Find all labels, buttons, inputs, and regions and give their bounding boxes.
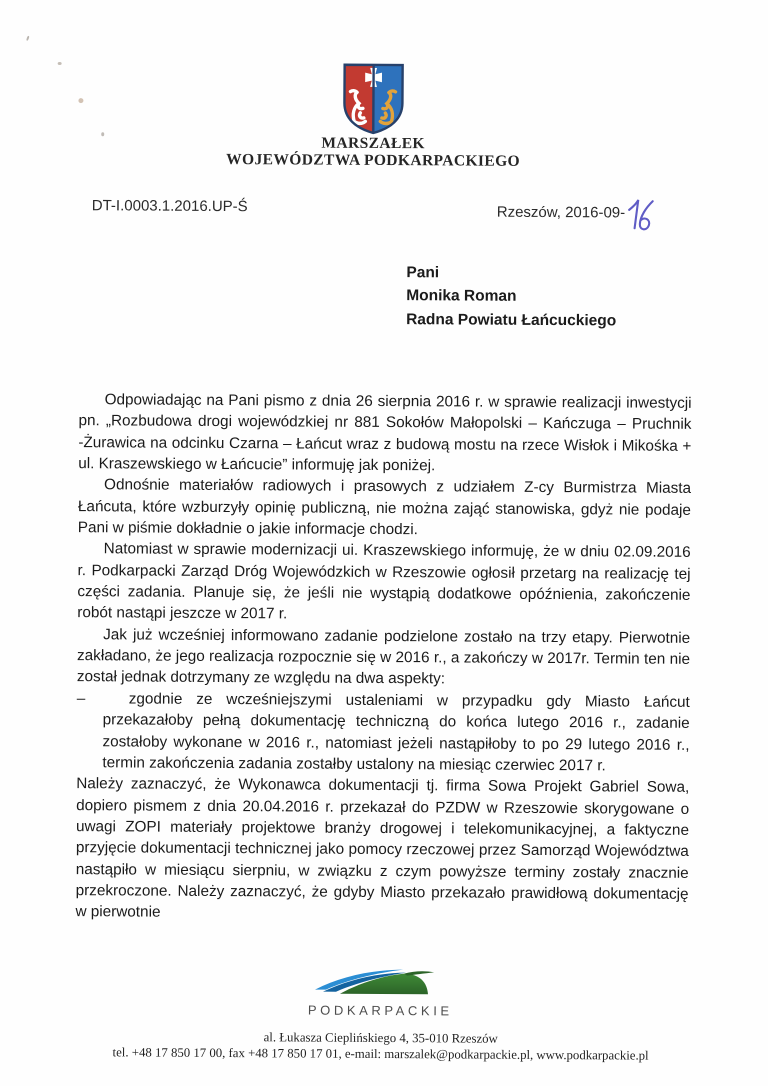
place-date-prefix: Rzeszów, 2016-09- — [496, 203, 626, 222]
recipient-block — [406, 261, 617, 333]
recipient-name: Monika Roman — [406, 287, 517, 306]
recipient-salutation: Pani — [406, 264, 440, 282]
letter-body — [75, 389, 691, 926]
podkarpackie-coat-of-arms-icon — [340, 63, 406, 135]
letterhead-title — [2, 134, 744, 172]
podkarpackie-logo — [305, 968, 453, 1019]
handwritten-day-icon — [625, 197, 657, 239]
reference-number: DT-I.0003.1.2016.UP-Ś — [91, 197, 248, 216]
footer-contact-line: tel. +48 17 850 17 00, fax +48 17 850 17 01, e-mail: marszalek@podkarpackie.pl, www.podkarpackie.pl — [112, 1044, 649, 1063]
scan-speck — [26, 36, 30, 41]
scan-speck — [78, 98, 83, 103]
podkarpackie-logo-text: PODKARPACKIE — [307, 1002, 453, 1019]
recipient-role: Radna Powiatu Łańcuckiego — [406, 310, 617, 330]
place-and-date — [497, 204, 657, 238]
paragraph-three-stages: Jak już wcześniej informowano zadanie podzielone zostało na trzy etapy. Pierwotnie zakładano, że jego realizacja rozpocznie się w 2016 r., a zakończy w 2017r. Termin ten nie został jednak dotrzymany ze względu na dwa aspekty: — [76, 626, 691, 688]
scan-speck — [58, 62, 62, 65]
letterhead-title-line2: WOJEWÓDZTWA PODKARPACKIEGO — [226, 150, 521, 170]
paragraph-kraszewskiego: Natomiast w sprawie modernizacji ui. Kraszewskiego informuję, że w dniu 02.09.2016 r. Podkarpacki Zarząd Dróg Wojewódzkich w Rzeszowie ogłosił przetarg na realizację tej części zadania. Planuje się, że jeśli nie wystąpią dodatkowe opóźnienia, zakończenie robót nastąpi jeszcze w 2017 r. — [77, 540, 691, 623]
list-continuation-text: Należy zaznaczyć, że Wykonawca dokumentacji tj. firma Sowa Projekt Gabriel Sowa, dopiero pismem z dnia 20.04.2016 r. przekazał do PZDW w Rzeszowie skorygowane o uwagi ZOPI materiały projektowe branży drogowej i telekomunikacyjnej, a faktyczne przyjęcie dokumentacji technicznej jako pomocy rzeczowej przez Samorząd Województwa nastąpiło w miesiącu sierpniu, w związku z czym powyższe terminy zostały znacznie przekroczone. Należy zaznaczyć, że gdyby Miasto przekazało prawidłową dokumentację w pierwotnie — [75, 775, 690, 921]
paragraph-radio-press: Odnośnie materiałów radiowych i prasowych z udziałem Z-cy Burmistrza Miasta Łańcuta, które wzburzyły opinię publiczną, nie można zająć stanowiska, gdyż nie podaje Pani w piśmie dokładnie o jakie informacje chodzi. — [77, 476, 692, 539]
letterhead-title-line1: MARSZAŁEK — [321, 134, 425, 153]
list-item — [76, 688, 690, 777]
paragraph-intro: Odpowiadając na Pani pismo z dnia 26 sierpnia 2016 r. w sprawie realizacji inwestycji pn. „Rozbudowa drogi wojewódzkiej nr 881 Sokołów Małopolski – Kańczuga – Pruchnik -Żurawica na odcinku Czarna – Łańcut wraz z budową mostu na rzece Wisłok i Mikośka + ul. Kraszewskiego w Łańcucie” informuję jak poniżej. — [78, 391, 692, 475]
list-item-text: zgodnie ze wcześniejszymi ustaleniami w przypadku gdy Miasto Łańcut przekazałoby pełną dokumentację techniczną do końca lutego 2016 r., zadanie zostałoby wykonane w 2016 r., natomiast jeżeli nastąpiłoby to po 29 lutego 2016 r., termin zakończenia zadania zostałby ustalony na miesiąc czerwiec 2017 r. — [102, 690, 690, 775]
footer-address-line: al. Łukasza Cieplińskiego 4, 35-010 Rzeszów — [263, 1030, 498, 1046]
podkarpackie-logo-icon — [310, 968, 440, 999]
footer-address — [0, 1029, 765, 1065]
bullet-dash: – — [76, 689, 86, 707]
